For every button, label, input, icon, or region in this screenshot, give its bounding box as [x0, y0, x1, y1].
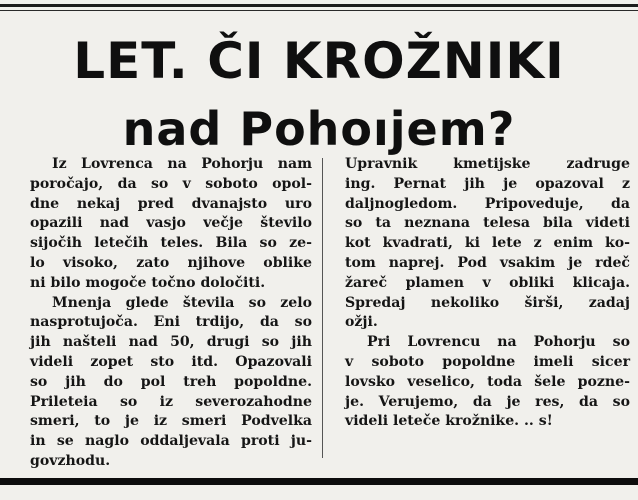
bottom-rule [0, 478, 638, 485]
headline-line-1: LET. ČI KROŽNIKI [73, 32, 565, 90]
text-line: v soboto popoldne imeli sicer [345, 353, 630, 370]
text-line: smeri, to je iz smeri Podvelka [30, 413, 312, 430]
text-line: lo visoko, zato njihove oblike [30, 254, 312, 271]
text-line: opazili nad vasjo večje število [30, 215, 312, 232]
text-line: lovsko veselico, toda šele pozne- [345, 373, 630, 390]
headline-line-2: nad Pohoıjem? [122, 102, 516, 156]
top-thin-rule [0, 10, 638, 11]
text-line: je. Verujemo, da je res, da so [345, 393, 630, 410]
text-line: kot kvadrati, ki lete z enim ko- [345, 235, 630, 252]
text-line: govzhodu. [30, 452, 111, 469]
text-line: daljnogledom. Pripoveduje, da [345, 195, 630, 212]
text-line: nasprotujoča. Eni trdijo, da so [30, 314, 312, 331]
text-line: ing. Pernat jih je opazoval z [345, 175, 630, 192]
text-line: Upravnik kmetijske zadruge [345, 156, 630, 172]
text-line: so jih do pol treh popoldne. [30, 373, 312, 390]
text-line: in se naglo oddaljevala proti ju- [30, 433, 312, 450]
text-line: tom naprej. Pod vsakim je rdeč [345, 254, 630, 271]
article-column-right [345, 155, 630, 432]
text-line: Spredaj nekoliko širši, zadaj [345, 294, 630, 311]
text-line: Mnenja glede števila so zelo [52, 294, 312, 311]
article-column-left [30, 155, 312, 472]
text-line: Pri Lovrencu na Pohorju so [367, 334, 630, 351]
text-line: sijočih letečih teles. Bila so ze- [30, 235, 312, 252]
text-line: ožji. [345, 314, 378, 331]
text-line: videli zopet sto itd. Opazovali [30, 353, 312, 370]
top-rule [0, 4, 638, 7]
text-line: Prileteia so iz severozahodne [30, 393, 312, 410]
text-line: videli leteče krožnike. .. s! [345, 413, 553, 430]
text-line: jih našteli nad 50, drugi so jih [30, 334, 312, 351]
column-divider [322, 158, 323, 458]
text-line: Iz Lovrenca na Pohorju nam [52, 156, 312, 172]
text-line: dne nekaj pred dvanajsto uro [30, 195, 312, 212]
text-line: ni bilo mogoče točno določiti. [30, 274, 266, 291]
text-line: poročajo, da so v soboto opol- [30, 175, 312, 192]
text-line: so ta neznana telesa bila videti [345, 215, 630, 232]
text-line: žareč plamen v obliki klicaja. [345, 274, 630, 291]
